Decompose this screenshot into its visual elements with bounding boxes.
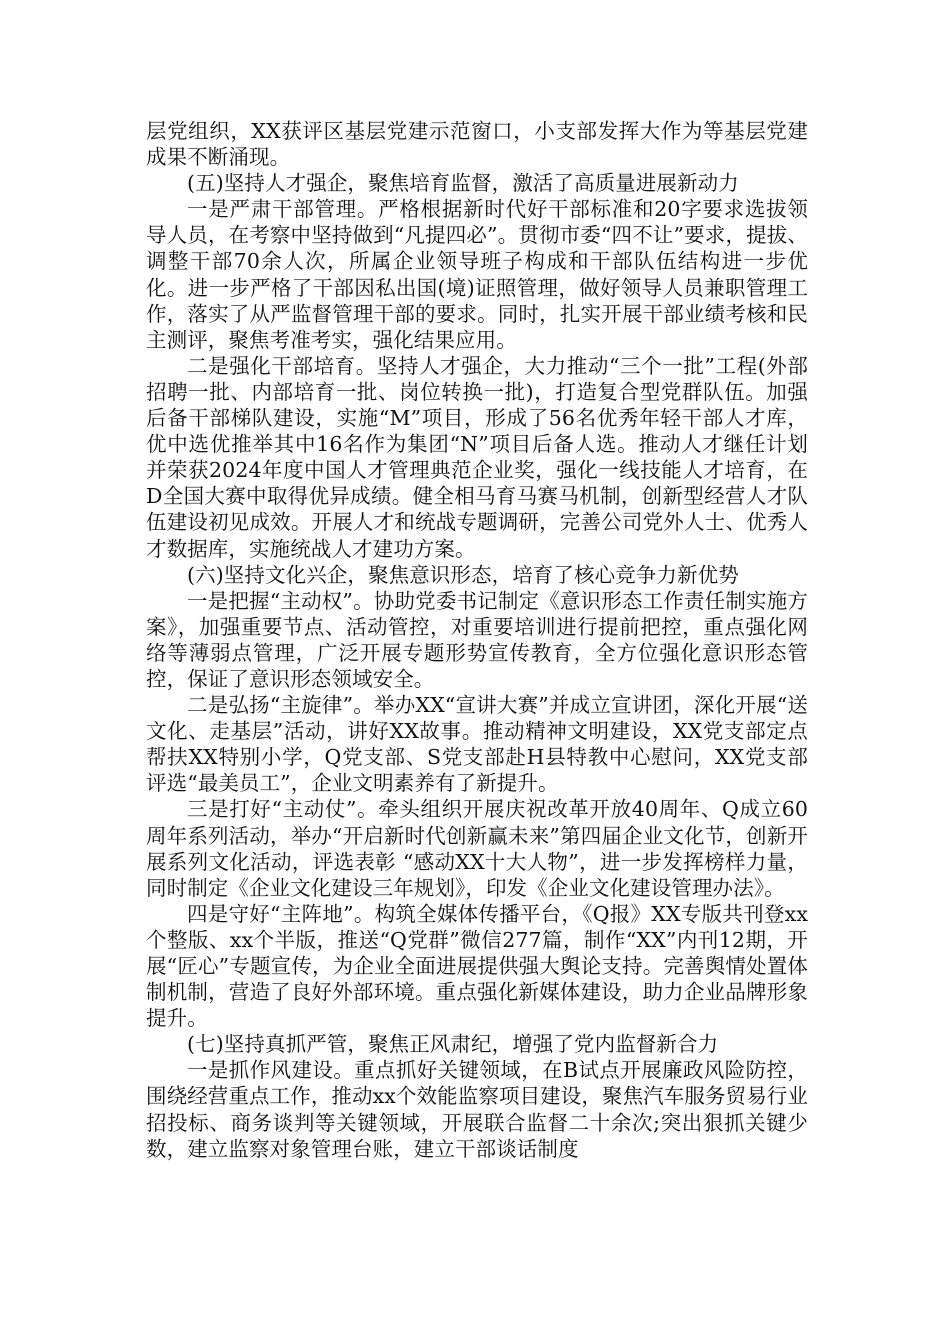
section-heading-7: (七)坚持真抓严管，聚焦正风肃纪，增强了党内监督新合力 <box>187 1032 719 1057</box>
paragraph-main-position: 四是守好“主阵地”。构筑全媒体传播平台，《Q报》XX专版共刊登xx个整版、xx个半版，推送“Q党群”微信277篇，制作“XX”内刊12期，开展“匠心”专题宣传，为企业全面进展提供强大舆论支持。完善舆情处置体制机制，营造了良好外部环境。重点强化新媒体建设，助力企业品牌形象提升。 <box>146 901 808 1031</box>
paragraph-continuation: 层党组织，XX获评区基层党建示范窗口，小支部发挥大作为等基层党建成果不断涌现。 <box>146 119 808 170</box>
paragraph-main-theme: 二是弘扬“主旋律”。举办XX“宣讲大赛”并成立宣讲团，深化开展“送文化、走基层”活动，讲好XX故事。推动精神文明建设，XX党支部定点帮扶XX特别小学，Q党支部、S党支部赴H县特教中心慰问，XX党支部评选“最美员工”，企业文明素养有了新提升。 <box>146 693 808 796</box>
document-body <box>146 118 808 1162</box>
paragraph-initiative: 一是把握“主动权”。协助党委书记制定《意识形态工作责任制实施方案》，加强重要节点、活动管控，对重要培训进行提前把控，重点强化网络等薄弱点管理，广泛开展专题形势宣传教育，全方位强化意识形态管控，保证了意识形态领域安全。 <box>146 588 808 691</box>
paragraph-cadre-management: 一是严肃干部管理。严格根据新时代好干部标准和20字要求选拔领导人员，在考察中坚持做到“凡提四必”。贯彻市委“四不让”要求，提拔、调整干部70余人次，所属企业领导班子构成和干部队伍结构进一步优化。进一步严格了干部因私出国(境)证照管理，做好领导人员兼职管理工作，落实了从严监督管理干部的要求。同时，扎实开展干部业绩考核和民主测评，聚焦考准考实，强化结果应用。 <box>146 197 808 352</box>
paragraph-active-campaign: 三是打好“主动仗”。牵头组织开展庆祝改革开放40周年、Q成立60周年系列活动，举办“开启新时代创新赢未来”第四届企业文化节，创新开展系列文化活动，评选表彰 “感动XX十大人物”，进一步发挥榜样力量，同时制定《企业文化建设三年规划》，印发《企业文化建设管理办法》。 <box>146 797 808 900</box>
section-heading-5: (五)坚持人才强企，聚焦培育监督，激活了高质量进展新动力 <box>187 171 739 196</box>
paragraph-cadre-training: 二是强化干部培育。坚持人才强企，大力推动“三个一批”工程(外部招聘一批、内部培育一批、岗位转换一批)，打造复合型党群队伍。加强后备干部梯队建设，实施“M”项目，形成了56名优秀年轻干部人才库，优中选优推举其中16名作为集团“N”项目后备人选。推动人才继任计划并荣获2024年度中国人才管理典范企业奖，强化一线技能人才培育，在D全国大赛中取得优异成绩。健全相马育马赛马机制，创新型经营人才队伍建设初见成效。开展人才和统战专题调研，完善公司党外人士、优秀人才数据库，实施统战人才建功方案。 <box>146 353 808 561</box>
section-heading-6: (六)坚持文化兴企，聚焦意识形态，培育了核心竞争力新优势 <box>187 562 739 587</box>
paragraph-work-style: 一是抓作风建设。重点抓好关键领域，在B试点开展廉政风险防控，围绕经营重点工作，推动xx个效能监察项目建设，聚焦汽车服务贸易行业招投标、商务谈判等关键领域，开展联合监督二十余次;突出狠抓关键少数，建立监察对象管理台账，建立干部谈话制度 <box>146 1058 808 1161</box>
